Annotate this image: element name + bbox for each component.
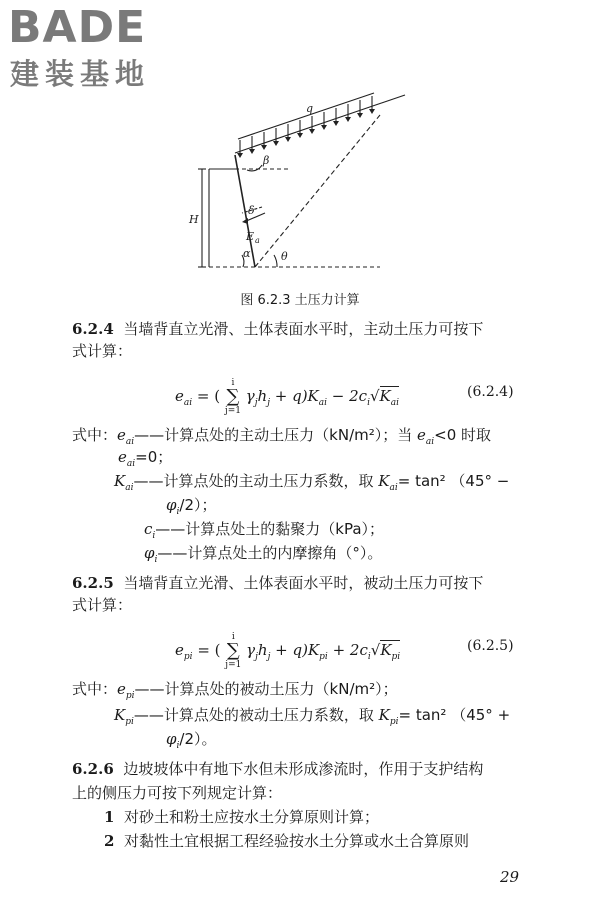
section-6-2-6-heading: 6.2.6 边坡坡体中有地下水但未形成渗流时，作用于支护结构 <box>72 760 484 778</box>
def-e-ai: 式中：$e_{ai}——$计算点处的主动土压力（kN/m²）；当 $e_{ai}<0$ 时取 <box>72 426 492 447</box>
equation-6-2-5: $e_{pi}$ = ( i ∑ j=1 $\gamma_jh_j + q)K_{pi} + 2c_i√K_{pi}$ <box>175 632 401 670</box>
section-6-2-5-line2: 式计算： <box>72 596 133 614</box>
equation-number-6-2-4: (6.2.4) <box>467 384 514 400</box>
section-6-2-5-heading: 6.2.5 当墙背直立光滑、土体表面水平时，被动土压力可按下 <box>72 574 484 592</box>
ground-surface-line <box>235 95 405 153</box>
failure-plane <box>255 115 380 267</box>
def-e-pi: 式中：$e_{pi}——$计算点处的被动土压力（kN/m²）； <box>72 680 398 701</box>
def-k-ai-cont: $\varphi_i/2$）； <box>166 496 217 517</box>
def-e-ai-cont: $e_{ai}=0$； <box>118 448 173 469</box>
label-Ea-sub: a <box>255 236 260 245</box>
label-Ea: E <box>246 230 255 243</box>
equation-number-6-2-5: (6.2.5) <box>467 638 514 654</box>
def-k-ai: $K_{ai}——$计算点处的主动土压力系数，取 $K_{ai}= \tan^2$ （45° − <box>114 472 510 493</box>
def-k-pi: $K_{pi}——$计算点处的被动土压力系数，取 $K_{pi}= \tan^2$ （45° + <box>114 706 511 727</box>
label-theta: θ <box>281 250 288 263</box>
list-item-2: 2 对黏性土宜根据工程经验按水土分算或水土合算原则 <box>104 832 469 850</box>
label-alpha: α <box>243 247 251 260</box>
logo-wordmark: BADE <box>8 2 147 53</box>
def-c-i: $c_i——$计算点处土的黏聚力（kPa）； <box>144 520 385 541</box>
list-item-1: 1 对砂土和粉土应按水土分算原则计算； <box>104 808 379 826</box>
def-k-pi-cont: $\varphi_i/2$）。 <box>166 730 217 751</box>
section-6-2-6-line2: 上的侧压力可按下列规定计算： <box>72 784 283 802</box>
label-beta: β <box>263 154 270 167</box>
equation-6-2-4: $e_{ai}$ = ( i ∑ j=1 $\gamma_jh_j + q)K_{ai} - 2c_i√K_{ai}$ <box>175 378 399 416</box>
def-phi-i: $\varphi_i——$计算点处土的内摩擦角（°）。 <box>144 544 383 565</box>
label-H: H <box>189 213 199 226</box>
logo-subtitle: 建装基地 <box>10 57 151 91</box>
page-number: 29 <box>500 868 520 886</box>
section-6-2-4-line2: 式计算： <box>72 342 133 360</box>
label-q: q <box>306 102 314 115</box>
section-6-2-4-heading: 6.2.4 当墙背直立光滑、土体表面水平时，主动土压力可按下 <box>72 320 484 338</box>
figure-caption: 图 6.2.3 土压力计算 <box>240 293 360 308</box>
label-delta: δ <box>248 204 255 217</box>
earth-pressure-diagram <box>180 85 420 280</box>
